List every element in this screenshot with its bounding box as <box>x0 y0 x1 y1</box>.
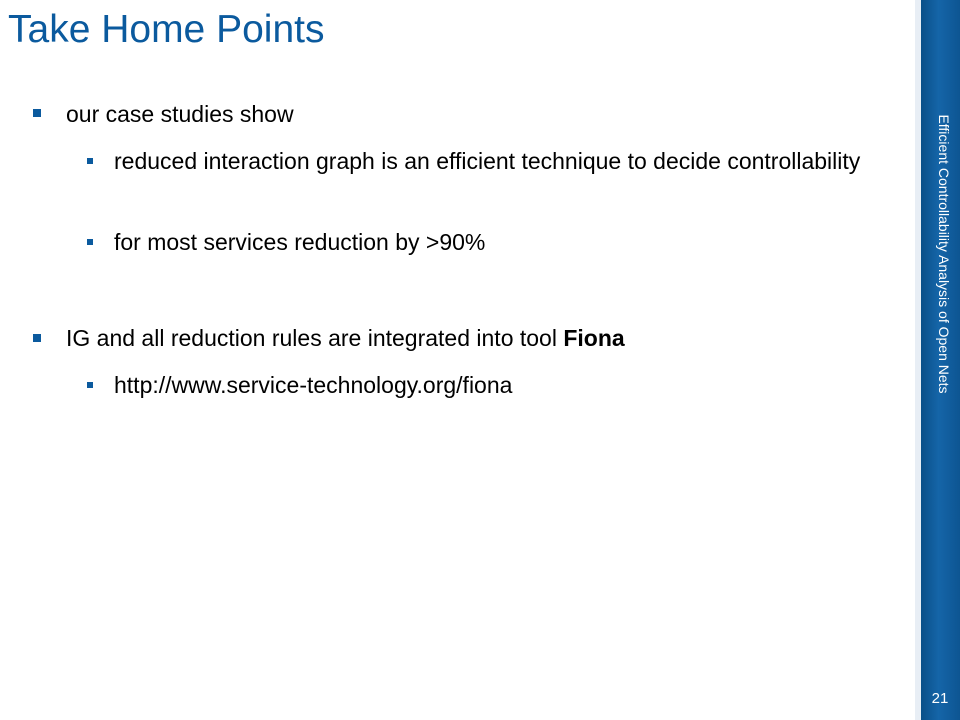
bullet-marker <box>33 109 41 117</box>
sidebar-title <box>929 68 959 440</box>
bullet-item <box>66 324 625 352</box>
sub-bullet-marker <box>87 239 93 245</box>
bullet-item: our case studies show <box>66 101 294 127</box>
tool-name: Fiona <box>563 325 625 351</box>
sidebar-title-text: Efficient Controllability Analysis of Open Nets <box>936 114 952 394</box>
sub-bullet-item: for most services reduction by >90% <box>114 229 486 255</box>
sub-bullet-link[interactable]: http://www.service-technology.org/fiona <box>114 372 513 398</box>
sub-bullet-marker <box>87 158 93 164</box>
bullet-marker <box>33 334 41 342</box>
bullet-text: IG and all reduction rules are integrated into tool <box>66 325 564 351</box>
slide-title: Take Home Points <box>8 8 325 51</box>
page-number: 21 <box>931 690 949 707</box>
sub-bullet-item: reduced interaction graph is an efficient technique to decide controllability <box>114 148 861 174</box>
sub-bullet-marker <box>87 382 93 388</box>
